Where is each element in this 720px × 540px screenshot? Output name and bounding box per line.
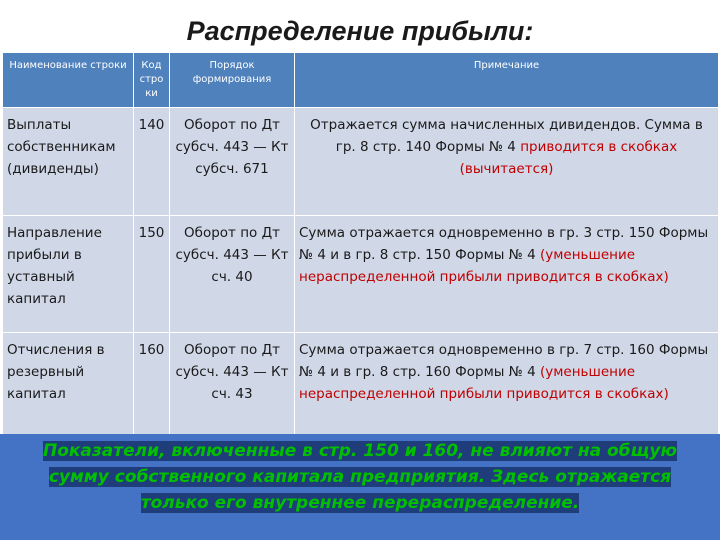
footer-note-text: Показатели, включенные в стр. 150 и 160, не влияют на общую сумму собственного капитала предприятия. Здесь отражается только его внутреннее перераспределение. <box>42 441 678 513</box>
row-order-cell: Оборот по Дт субсч. 443 — Кт субсч. 671 <box>170 108 295 216</box>
row-code-cell: 140 <box>134 108 170 216</box>
row-note-cell <box>295 216 719 333</box>
header-name: Наименование строки <box>3 53 134 108</box>
table-row <box>3 216 719 333</box>
note-highlight: приводится в скобках (вычитается) <box>459 139 678 177</box>
row-name-cell: Отчисления в резервный капитал <box>3 333 134 450</box>
note-text: Сумма отражается одновременно в гр. 3 стр. 150 Формы № 4 и в гр. 8 стр. 150 Формы № 4 <box>299 225 709 263</box>
profit-distribution-table <box>2 52 719 450</box>
table-row <box>3 333 719 450</box>
page-title: Распределение прибыли: <box>186 16 534 46</box>
note-highlight: (уменьшение нераспределенной прибыли приводится в скобках) <box>299 364 669 402</box>
header-note: Примечание <box>295 53 719 108</box>
row-note-cell <box>295 333 719 450</box>
table-row <box>3 108 719 216</box>
row-order-cell: Оборот по Дт субсч. 443 — Кт сч. 43 <box>170 333 295 450</box>
footer-note <box>14 438 706 516</box>
row-name-cell: Выплаты собственникам (дивиденды) <box>3 108 134 216</box>
row-order-cell: Оборот по Дт субсч. 443 — Кт сч. 40 <box>170 216 295 333</box>
table-header-row <box>3 53 719 108</box>
note-text: Сумма отражается одновременно в гр. 7 стр. 160 Формы № 4 и в гр. 8 стр. 160 Формы № 4 <box>299 342 709 380</box>
row-name-cell: Направление прибыли в уставный капитал <box>3 216 134 333</box>
note-highlight: (уменьшение нераспределенной прибыли приводится в скобках) <box>299 247 669 285</box>
row-code-cell: 150 <box>134 216 170 333</box>
row-code-cell: 160 <box>134 333 170 450</box>
note-text: Отражается сумма начисленных дивидендов. Сумма в гр. 8 стр. 140 Формы № 4 <box>310 117 703 155</box>
header-code: Код стро ки <box>134 53 170 108</box>
header-order: Порядок формирования <box>170 53 295 108</box>
row-note-cell <box>295 108 719 216</box>
